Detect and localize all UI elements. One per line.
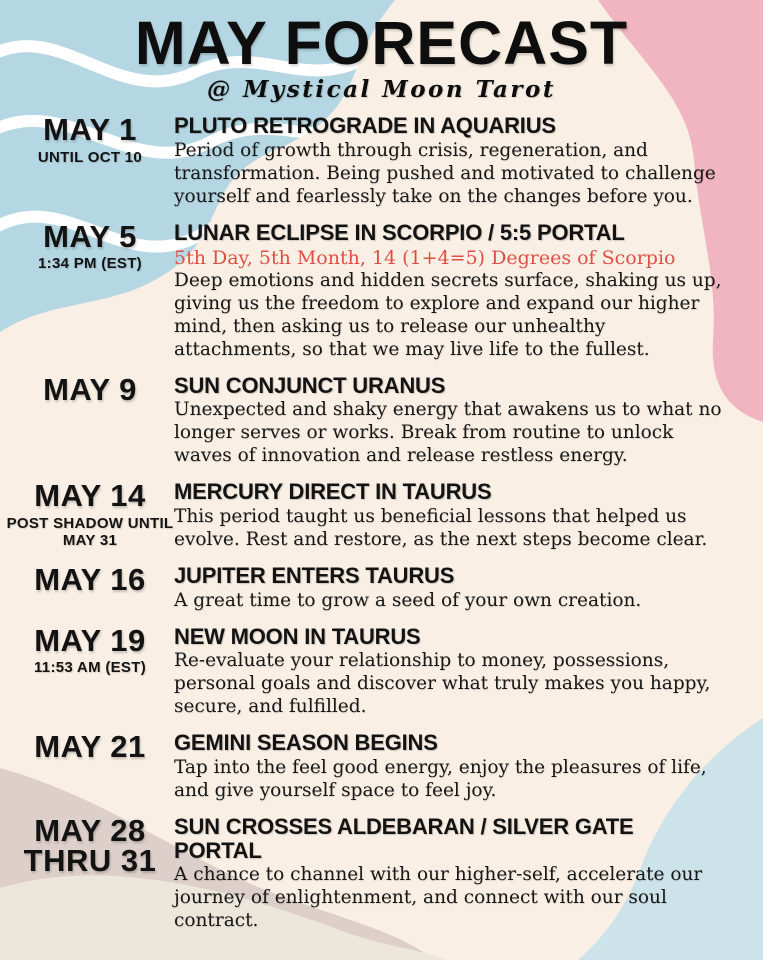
- entry-main: [174, 731, 748, 803]
- entry-date-col: [6, 729, 174, 765]
- entry-description: A chance to channel with our higher-self, accelerate our journey of enlightenment, and connect with our soul contract.: [174, 864, 703, 932]
- entry-main: [174, 374, 748, 469]
- entry-date: MAY 28: [34, 812, 146, 848]
- entry-heading: LUNAR ECLIPSE IN SCORPIO / 5:5 PORTAL: [174, 219, 625, 245]
- forecast-entry: [6, 480, 749, 552]
- entry-heading: SUN CONJUNCT URANUS: [174, 372, 446, 398]
- entry-date-col: [6, 218, 174, 273]
- entry-numerology-note: 5th Day, 5th Month, 14 (1+4=5) Degrees of Scorpio: [174, 246, 676, 269]
- entry-description: Period of growth through crisis, regeneration, and transformation. Being pushed and motivated to challenge yourself and fearlessly take on the changes before you.: [174, 139, 716, 207]
- forecast-entry: [6, 218, 749, 362]
- entry-date-note: POST SHADOW UNTIL MAY 31: [6, 514, 174, 549]
- entry-date-second-line: THRU 31: [23, 843, 157, 879]
- entry-date: MAY 1: [43, 112, 137, 148]
- page-subtitle: @ Mystical Moon Tarot: [206, 76, 557, 104]
- entry-date: MAY 16: [34, 561, 146, 597]
- entry-date-note: UNTIL OCT 10: [37, 148, 143, 166]
- entry-date-col: [6, 561, 174, 597]
- forecast-entry: [6, 114, 749, 209]
- forecast-entry: [6, 561, 749, 613]
- entry-date: MAY 9: [43, 371, 137, 407]
- entry-main: [174, 625, 748, 720]
- entry-date-col: [6, 812, 174, 879]
- entry-date-col: [6, 622, 174, 677]
- forecast-entry: [6, 731, 749, 803]
- entry-description: This period taught us beneficial lessons that helped us evolve. Rest and restore, as the next steps become clear.: [174, 506, 708, 550]
- poster-header: [0, 0, 763, 103]
- entry-date-col: [6, 480, 174, 549]
- forecast-entry: [6, 812, 749, 933]
- entry-description: Re-evaluate your relationship to money, possessions, personal goals and discover what truly makes you happy, secure, and fulfilled.: [174, 650, 711, 718]
- entry-heading: NEW MOON IN TAURUS: [174, 623, 421, 649]
- entry-heading: GEMINI SEASON BEGINS: [174, 730, 438, 756]
- entry-date-note: 11:53 AM (EST): [33, 658, 146, 676]
- entry-main: [174, 564, 748, 613]
- entry-heading: PLUTO RETROGRADE IN AQUARIUS: [174, 113, 556, 139]
- entry-description: A great time to grow a seed of your own creation.: [174, 589, 642, 611]
- forecast-entry: [6, 371, 749, 469]
- entry-description: Deep emotions and hidden secrets surface, shaking us up, giving us the freedom to explore and expand our higher mind, then asking us to release our unhealthy attachments, so that we may live life to the fullest.: [174, 269, 722, 360]
- entry-heading: JUPITER ENTERS TAURUS: [174, 562, 455, 588]
- entry-main: [174, 815, 748, 933]
- entry-main: [174, 114, 748, 209]
- entry-main: [174, 221, 748, 362]
- entry-description: Tap into the feel good energy, enjoy the pleasures of life, and give yourself space to feel joy.: [174, 756, 707, 801]
- page-title: MAY FORECAST: [134, 9, 629, 77]
- entry-date: MAY 21: [34, 729, 146, 765]
- entry-main: [174, 480, 748, 552]
- entry-heading: SUN CROSSES ALDEBARAN / SILVER GATE PORTAL: [174, 813, 634, 863]
- forecast-list: [0, 114, 763, 933]
- entry-date-col: [6, 371, 174, 407]
- entry-heading: MERCURY DIRECT IN TAURUS: [174, 479, 492, 505]
- entry-date: MAY 19: [34, 622, 146, 658]
- entry-date-col: [6, 114, 174, 166]
- entry-date: MAY 5: [43, 218, 137, 254]
- entry-date-note: 1:34 PM (EST): [38, 255, 142, 273]
- entry-description: Unexpected and shaky energy that awakens us to what no longer serves or works. Break from routine to unlock waves of innovation and release restless energy.: [174, 399, 722, 467]
- forecast-entry: [6, 622, 749, 720]
- entry-date: MAY 14: [34, 478, 146, 514]
